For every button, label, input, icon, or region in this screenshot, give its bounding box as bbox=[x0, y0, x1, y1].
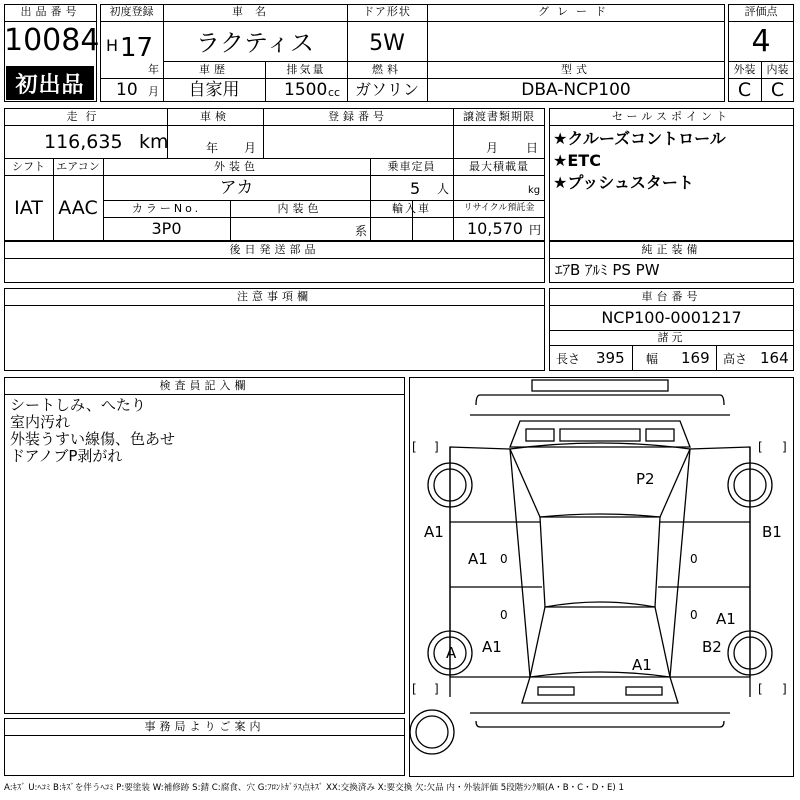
mileage-unit: km bbox=[139, 131, 169, 153]
score-label: 評価点 bbox=[744, 5, 778, 18]
interior-label: 内装 bbox=[766, 63, 789, 76]
length: 395 bbox=[596, 349, 625, 367]
damage-mark: B2 bbox=[702, 638, 722, 656]
bracket: [ bbox=[412, 440, 417, 454]
inspection-label: 車検 bbox=[200, 110, 230, 123]
first-listing-badge: 初出品 bbox=[6, 66, 94, 100]
exterior-label: 外装 bbox=[733, 63, 756, 76]
car-name-label: 車名 bbox=[232, 5, 278, 18]
door-label: ドア形状 bbox=[363, 5, 411, 18]
recycle: 10,570 bbox=[467, 219, 523, 238]
rear-bumper bbox=[470, 713, 730, 727]
sales-point-item: ★プッシュスタート bbox=[553, 173, 694, 192]
bracket: [ bbox=[758, 682, 763, 696]
first-reg-month: 10 bbox=[116, 80, 138, 100]
color-label: 外装色 bbox=[214, 160, 259, 173]
grade-label: グレード bbox=[538, 5, 614, 18]
model: DBA-NCP100 bbox=[521, 80, 631, 100]
lot-number-label: 出品番号 bbox=[20, 5, 81, 18]
zero-mark: 0 bbox=[500, 608, 508, 622]
bracket: [ bbox=[412, 682, 417, 696]
capacity-label: 乗車定員 bbox=[387, 160, 436, 173]
history: 自家用 bbox=[188, 80, 240, 100]
color: アカ bbox=[219, 178, 254, 198]
front-bumper-edge bbox=[476, 395, 724, 405]
inspector-line: 外装うすい線傷、色あせ bbox=[10, 430, 176, 448]
score: 4 bbox=[751, 24, 771, 59]
door-lines bbox=[450, 522, 750, 587]
transfer-label: 譲渡書類期限 bbox=[463, 110, 535, 123]
zero-mark: 0 bbox=[500, 552, 508, 566]
notes-label: 注意事項欄 bbox=[237, 290, 312, 303]
recycle-unit: 円 bbox=[529, 223, 542, 237]
shift-label: シフト bbox=[12, 160, 45, 173]
transfer-day-unit: 日 bbox=[526, 141, 539, 155]
capacity-unit: 人 bbox=[437, 182, 450, 196]
car-outline bbox=[410, 377, 790, 775]
damage-mark: A1 bbox=[482, 638, 502, 656]
import-label: 輸入車 bbox=[392, 202, 431, 215]
headlight-right bbox=[646, 429, 674, 441]
damage-mark: P2 bbox=[636, 470, 655, 488]
mileage: 116,635 bbox=[44, 131, 123, 153]
displacement-unit: cc bbox=[328, 86, 341, 99]
damage-mark: A1 bbox=[632, 656, 652, 674]
fuel: ガソリン bbox=[354, 80, 419, 99]
height: 164 bbox=[760, 349, 789, 367]
inspector-line: ドアノブP剥がれ bbox=[10, 447, 123, 465]
width: 169 bbox=[681, 349, 710, 367]
office-label: 事務局よりご案内 bbox=[144, 720, 265, 733]
mileage-label: 走行 bbox=[66, 110, 105, 123]
zero-mark: 0 bbox=[690, 608, 698, 622]
inspection-month-unit: 月 bbox=[244, 141, 257, 155]
bracket: ] bbox=[782, 682, 787, 696]
inspector-line: シートしみ、へたり bbox=[10, 396, 146, 414]
side-edges bbox=[450, 447, 750, 697]
height-label: 高さ bbox=[723, 352, 748, 366]
headlight-left bbox=[526, 429, 554, 441]
color-no-label: カラーNo. bbox=[131, 202, 202, 215]
damage-mark: B1 bbox=[762, 523, 782, 541]
lot-number: 10084 bbox=[4, 23, 100, 58]
interior-grade: C bbox=[770, 79, 785, 101]
transfer-month-unit: 月 bbox=[486, 141, 499, 155]
year-unit: 年 bbox=[148, 63, 159, 76]
first-reg-year: 17 bbox=[120, 33, 154, 63]
shift: IAT bbox=[14, 197, 43, 219]
sales-point-item: ★ETC bbox=[553, 151, 601, 170]
model-label: 型式 bbox=[561, 63, 591, 76]
first-reg-label: 初度登録 bbox=[109, 5, 154, 18]
car-name: ラクティス bbox=[195, 29, 315, 57]
era: H bbox=[106, 36, 119, 55]
inspection-year-unit: 年 bbox=[206, 141, 219, 155]
max-load-unit: kg bbox=[528, 185, 541, 196]
history-label: 車歴 bbox=[199, 63, 229, 76]
bracket: [ bbox=[758, 440, 763, 454]
damage-mark: A bbox=[446, 644, 457, 662]
equipment-label: 純正装備 bbox=[641, 243, 702, 256]
damage-mark: A1 bbox=[468, 550, 488, 568]
roof bbox=[540, 517, 660, 607]
car-diagram bbox=[410, 377, 790, 735]
bracket: ] bbox=[782, 440, 787, 454]
plate-label: 登録番号 bbox=[328, 110, 388, 123]
month-unit: 月 bbox=[148, 85, 159, 98]
chassis-number: NCP100-0001217 bbox=[601, 308, 742, 327]
legend: A:ｷｽﾞ U:ﾍｺﾐ B:ｷｽﾞを伴うﾍｺﾐ P:要塗装 W:補修跡 S:錆 C:腐食、穴 G:ﾌﾛﾝﾄｶﾞﾗｽ点ｷｽﾞ XX:交換済み X:要交換 欠:欠品 内・外装評価 5段階ﾗﾝｸ順(A・B・C・D・E) 1 bbox=[4, 783, 624, 793]
bracket: ] bbox=[434, 682, 439, 696]
fuel-label: 燃料 bbox=[372, 63, 402, 76]
later-parts-label: 後日発送部品 bbox=[229, 243, 320, 256]
bracket: ] bbox=[434, 440, 439, 454]
taillight-right bbox=[626, 687, 662, 695]
damage-mark: A1 bbox=[716, 610, 736, 628]
windshield bbox=[510, 443, 690, 517]
zero-mark: 0 bbox=[690, 552, 698, 566]
displacement-label: 排気量 bbox=[286, 63, 326, 76]
sales-points-label: セールスポイント bbox=[611, 110, 731, 123]
taillight-left bbox=[538, 687, 574, 695]
color-no: 3P0 bbox=[151, 219, 182, 238]
ac: AAC bbox=[58, 197, 98, 219]
roof-rack bbox=[532, 380, 668, 391]
capacity: 5 bbox=[410, 179, 421, 198]
chassis-label: 車台番号 bbox=[641, 290, 702, 303]
sales-point-item: ★クルーズコントロール bbox=[553, 129, 726, 148]
ac-label: エアコン bbox=[56, 160, 100, 173]
door: 5W bbox=[369, 31, 405, 56]
length-label: 長さ bbox=[556, 352, 581, 366]
interior-color-unit: 系 bbox=[355, 224, 368, 238]
damage-mark: A1 bbox=[424, 523, 444, 541]
inspector-label: 検査員記入欄 bbox=[159, 379, 250, 392]
width-label: 幅 bbox=[646, 352, 659, 366]
exterior-grade: C bbox=[737, 79, 752, 101]
max-load-label: 最大積載量 bbox=[469, 160, 529, 173]
inspector-line: 室内汚れ bbox=[10, 413, 71, 431]
grille bbox=[560, 429, 640, 441]
dims-label: 諸元 bbox=[657, 331, 686, 344]
equipment-value: ｴｱB ｱﾙﾐ PS PW bbox=[555, 261, 660, 279]
rear-hatch bbox=[522, 677, 678, 703]
recycle-label: リサイクル預託金 bbox=[463, 203, 535, 213]
displacement: 1500 bbox=[284, 80, 328, 100]
interior-color-label: 内装色 bbox=[277, 202, 323, 215]
